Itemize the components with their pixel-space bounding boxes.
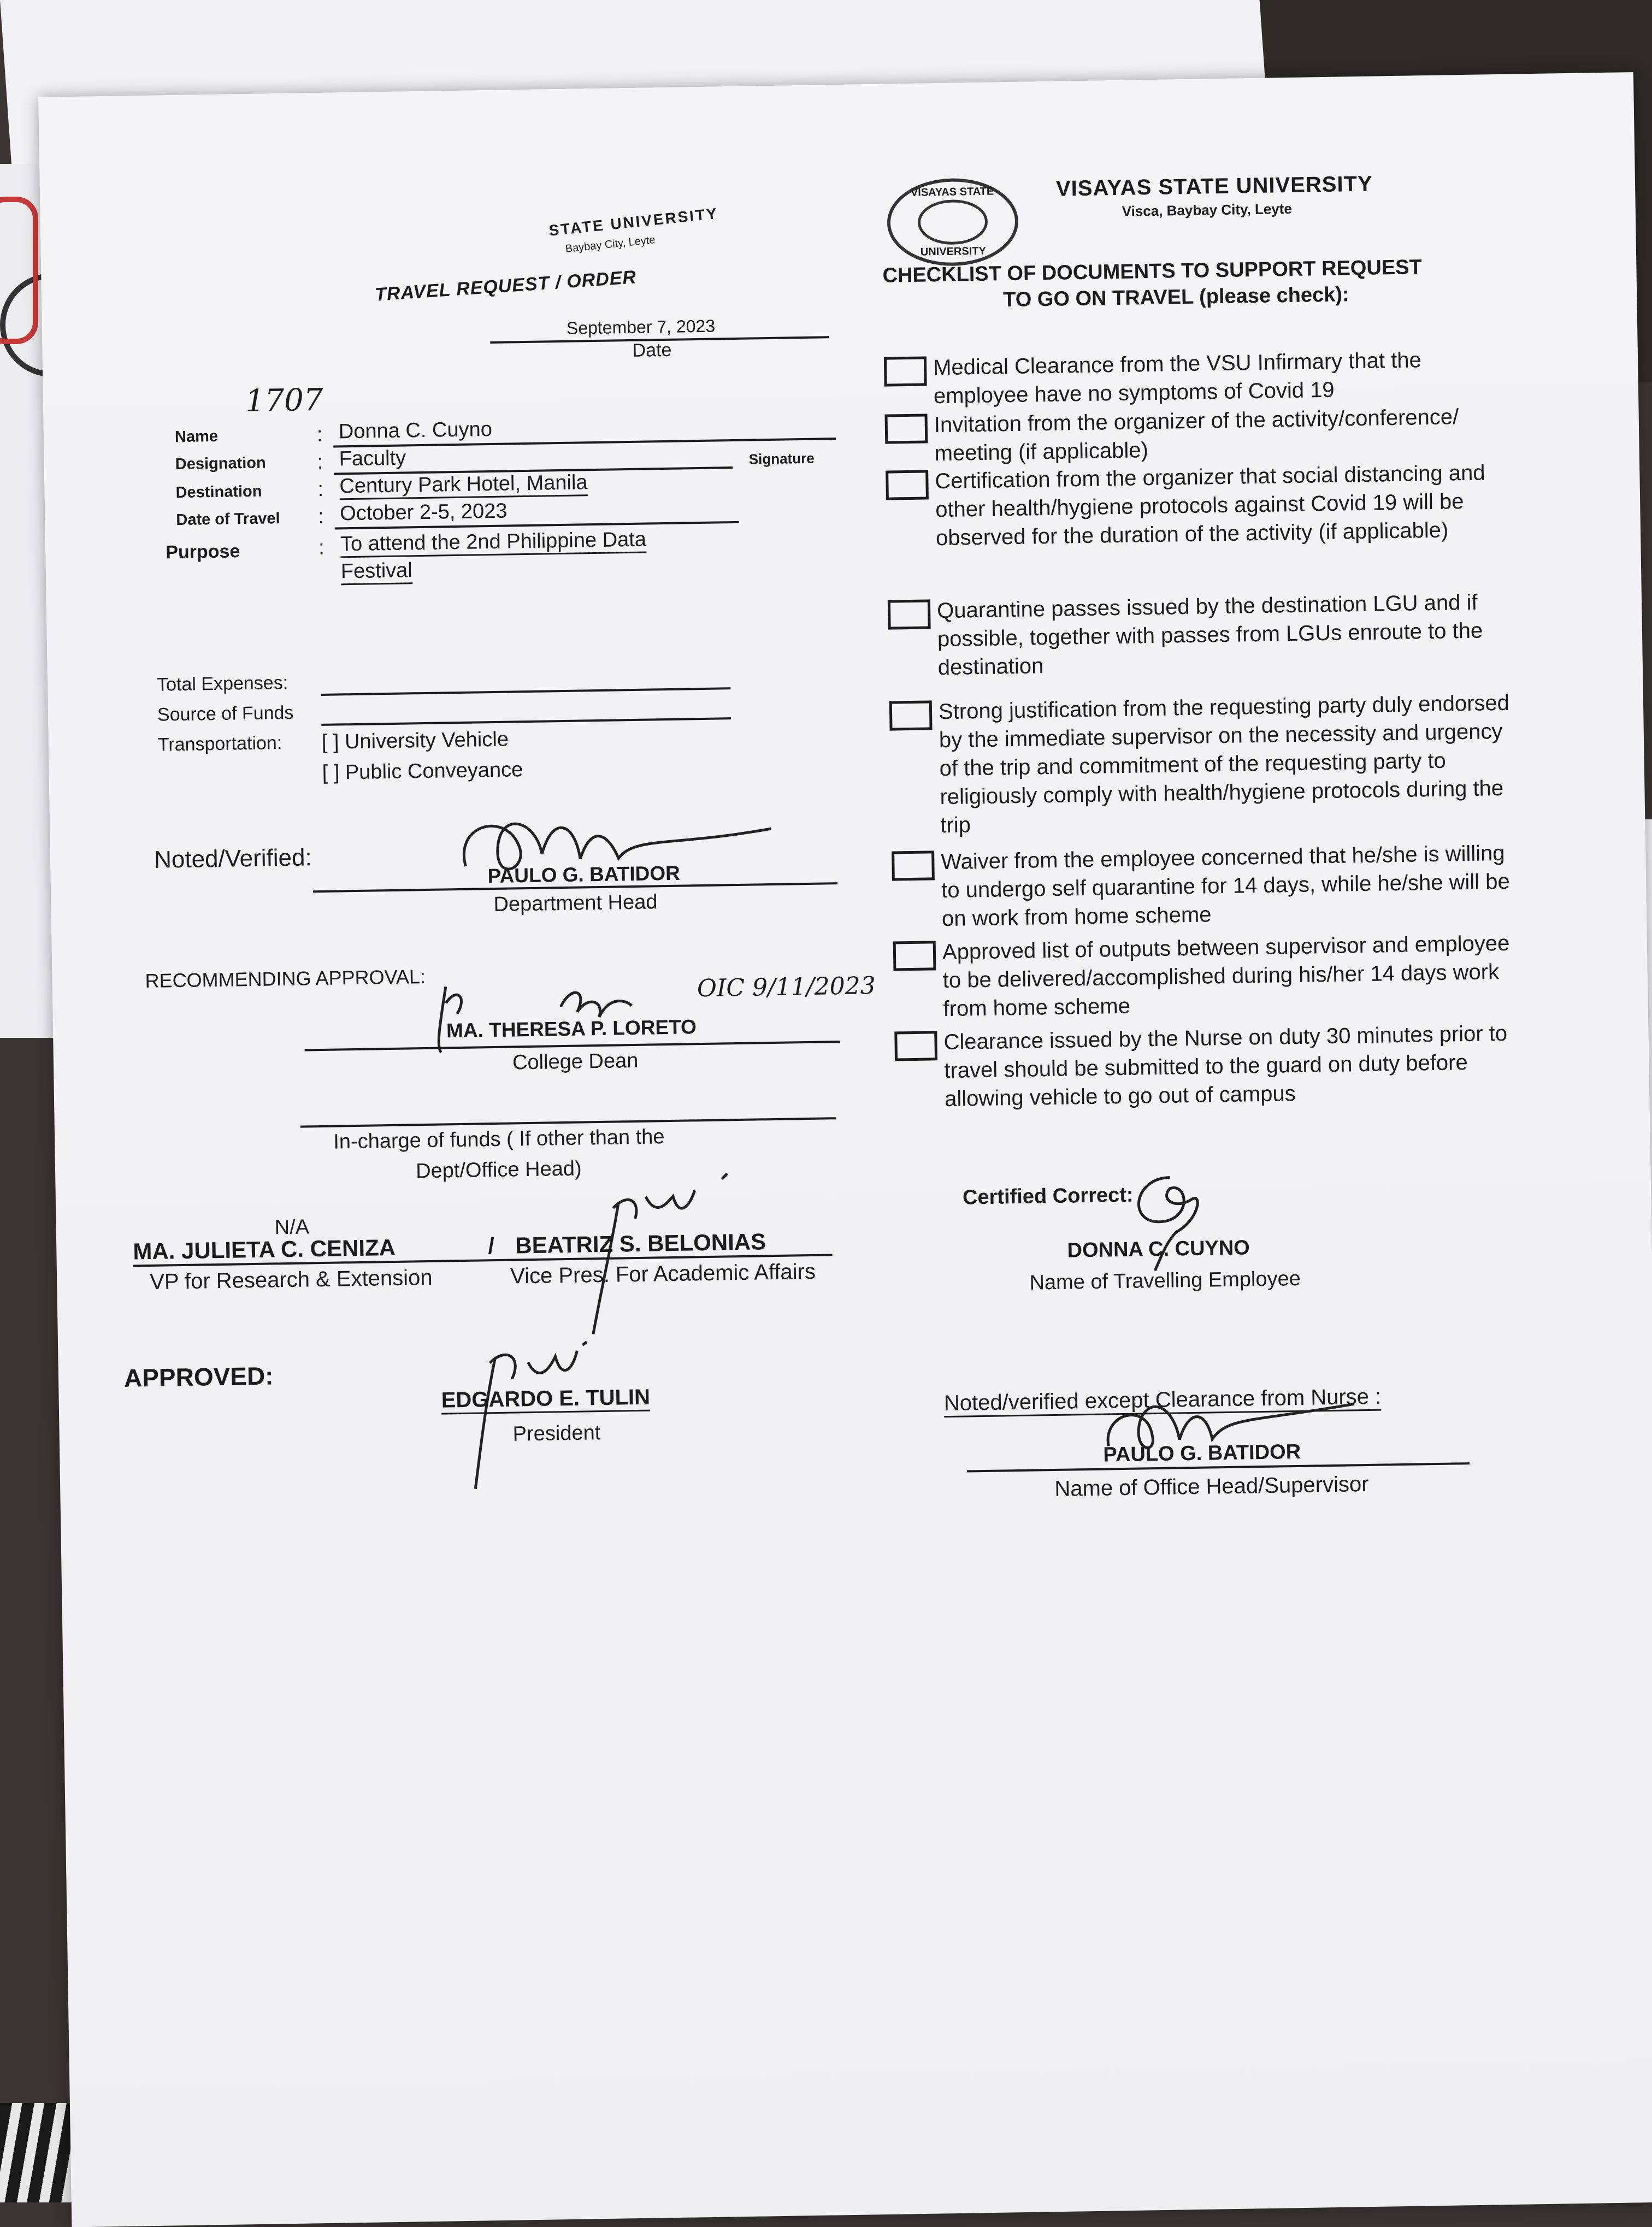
supervisor-caption: Name of Office Head/Supervisor bbox=[1054, 1472, 1369, 1502]
checkbox-nurse-clearance[interactable] bbox=[894, 1031, 937, 1061]
checkbox-medical-clearance[interactable] bbox=[884, 356, 927, 386]
checklist-item-medical-clearance: Medical Clearance from the VSU Infirmary that the employee have no symptoms of Covid 19 bbox=[933, 348, 1422, 409]
checklist-item-waiver: Waiver from the employee concerned that he/she is willing to undergo self quarantine for 14 days, while he/she will be on work from home scheme bbox=[941, 841, 1511, 931]
dean-title: College Dean bbox=[512, 1049, 639, 1074]
na-label: N/A bbox=[274, 1215, 310, 1239]
field-colon: : bbox=[317, 505, 324, 528]
transport-option-public: [ ] Public Conveyance bbox=[322, 758, 523, 784]
recommending-approval-label: RECOMMENDING APPROVAL: bbox=[145, 965, 426, 993]
president-name: EDGARDO E. TULIN bbox=[441, 1385, 650, 1415]
employee-name: DONNA C. CUYNO bbox=[1067, 1236, 1250, 1262]
checklist-item-nurse-clearance: Clearance issued by the Nurse on duty 30 minutes prior to travel should be submitted to the guard on duty before allowing vehicle to go out of campus bbox=[943, 1021, 1508, 1112]
field-label-purpose: Purpose bbox=[166, 541, 240, 563]
employee-caption: Name of Travelling Employee bbox=[1029, 1267, 1301, 1295]
funds-label-line1: In-charge of funds ( If other than the bbox=[333, 1125, 665, 1154]
field-colon: : bbox=[317, 477, 324, 501]
vp-slash: / bbox=[487, 1233, 495, 1259]
field-colon: : bbox=[318, 536, 325, 559]
checkbox-justification[interactable] bbox=[889, 700, 933, 730]
noted-except-label: Noted/verified except Clearance from Nurse : bbox=[944, 1385, 1382, 1418]
vp-academic-name: BEATRIZ S. BELONIAS bbox=[515, 1228, 766, 1259]
field-label-destination: Destination bbox=[175, 482, 262, 502]
total-expenses-label: Total Expenses: bbox=[156, 672, 288, 695]
vp-academic-title: Vice Pres. For Academic Affairs bbox=[510, 1259, 816, 1289]
field-value-date-of-travel: October 2-5, 2023 bbox=[339, 499, 508, 525]
checkbox-quarantine-passes[interactable] bbox=[888, 599, 931, 629]
checklist-item-quarantine-passes: Quarantine passes issued by the destination LGU and if possible, together with passes from LGUs enroute to the destination bbox=[936, 590, 1483, 680]
approved-label: APPROVED: bbox=[123, 1361, 274, 1392]
right-university-name: VISAYAS STATE UNIVERSITY bbox=[1055, 172, 1373, 201]
signature-label: Signature bbox=[748, 450, 815, 468]
field-label-date-of-travel: Date of Travel bbox=[176, 510, 280, 529]
field-value-purpose-line2: Festival bbox=[341, 559, 413, 585]
supervisor-name: PAULO G. BATIDOR bbox=[1103, 1440, 1301, 1467]
transportation-label: Transportation: bbox=[157, 733, 282, 755]
dept-head-name: PAULO G. BATIDOR bbox=[487, 861, 681, 888]
date-value: September 7, 2023 bbox=[566, 316, 716, 338]
vp-research-title: VP for Research & Extension bbox=[149, 1265, 433, 1294]
dean-name: MA. THERESA P. LORETO bbox=[446, 1015, 697, 1042]
funds-line bbox=[300, 1117, 836, 1127]
field-label-name: Name bbox=[174, 427, 219, 446]
checklist-item-certification: Certification from the organizer that social distancing and other health/hygiene protocols against Covid 19 will be observed for the duration of the activity (if applicable) bbox=[935, 460, 1485, 551]
field-value-name: Donna C. Cuyno bbox=[338, 417, 493, 444]
source-funds-line bbox=[321, 717, 731, 726]
checklist-title-line1: CHECKLIST OF DOCUMENTS TO SUPPORT REQUEST bbox=[882, 256, 1423, 287]
field-value-purpose-line1: To attend the 2nd Philippine Data bbox=[340, 528, 647, 558]
checklist-item-outputs-list: Approved list of outputs between supervisor and employee to be delivered/accomplished during his/her 14 days work from home scheme bbox=[942, 931, 1510, 1021]
total-expenses-line bbox=[321, 687, 730, 696]
transport-option-university: [ ] University Vehicle bbox=[321, 728, 509, 754]
certified-correct-label: Certified Correct: bbox=[962, 1183, 1134, 1209]
left-header-university: STATE UNIVERSITY bbox=[548, 204, 719, 239]
president-signature bbox=[462, 1339, 606, 1494]
checkbox-outputs-list[interactable] bbox=[893, 941, 936, 971]
field-colon: : bbox=[316, 423, 323, 446]
paperclip-icon bbox=[0, 197, 38, 344]
vp-research-name: MA. JULIETA C. CENIZA bbox=[133, 1234, 396, 1265]
left-header-address: Baybay City, Leyte bbox=[564, 234, 656, 255]
checklist-item-invitation: Invitation from the organizer of the activity/conference/ meeting (if applicable) bbox=[934, 405, 1459, 466]
form-title: TRAVEL REQUEST / ORDER bbox=[374, 267, 638, 305]
checkbox-certification[interactable] bbox=[886, 470, 929, 500]
noted-verified-label: Noted/Verified: bbox=[154, 844, 312, 873]
date-label: Date bbox=[632, 339, 672, 361]
checkbox-waiver[interactable] bbox=[892, 850, 935, 881]
field-value-designation: Faculty bbox=[339, 446, 406, 471]
handwritten-number: 1707 bbox=[245, 382, 323, 420]
source-funds-label: Source of Funds bbox=[157, 702, 294, 725]
checklist-item-justification: Strong justification from the requesting party duly endorsed by the immediate supervisor on the necessity and urgency of the trip and commitment of the requesting party to religiously comply with health/hygiene protocols during the trip bbox=[938, 690, 1510, 838]
field-colon: : bbox=[317, 450, 323, 474]
travel-request-document bbox=[38, 72, 1652, 2227]
dean-handwritten-note: OIC 9/11/2023 bbox=[697, 972, 876, 1003]
field-value-destination: Century Park Hotel, Manila bbox=[339, 471, 588, 500]
field-label-designation: Designation bbox=[175, 454, 266, 474]
checklist-title-line2: TO GO ON TRAVEL (please check): bbox=[1002, 283, 1349, 312]
right-university-address: Visca, Baybay City, Leyte bbox=[1122, 200, 1293, 220]
dept-head-title: Department Head bbox=[493, 890, 658, 917]
university-seal-icon: VISAYAS STATE UNIVERSITY bbox=[887, 178, 1019, 267]
president-title: President bbox=[512, 1421, 601, 1446]
checkbox-invitation[interactable] bbox=[884, 413, 928, 444]
funds-label-line2: Dept/Office Head) bbox=[415, 1157, 582, 1183]
